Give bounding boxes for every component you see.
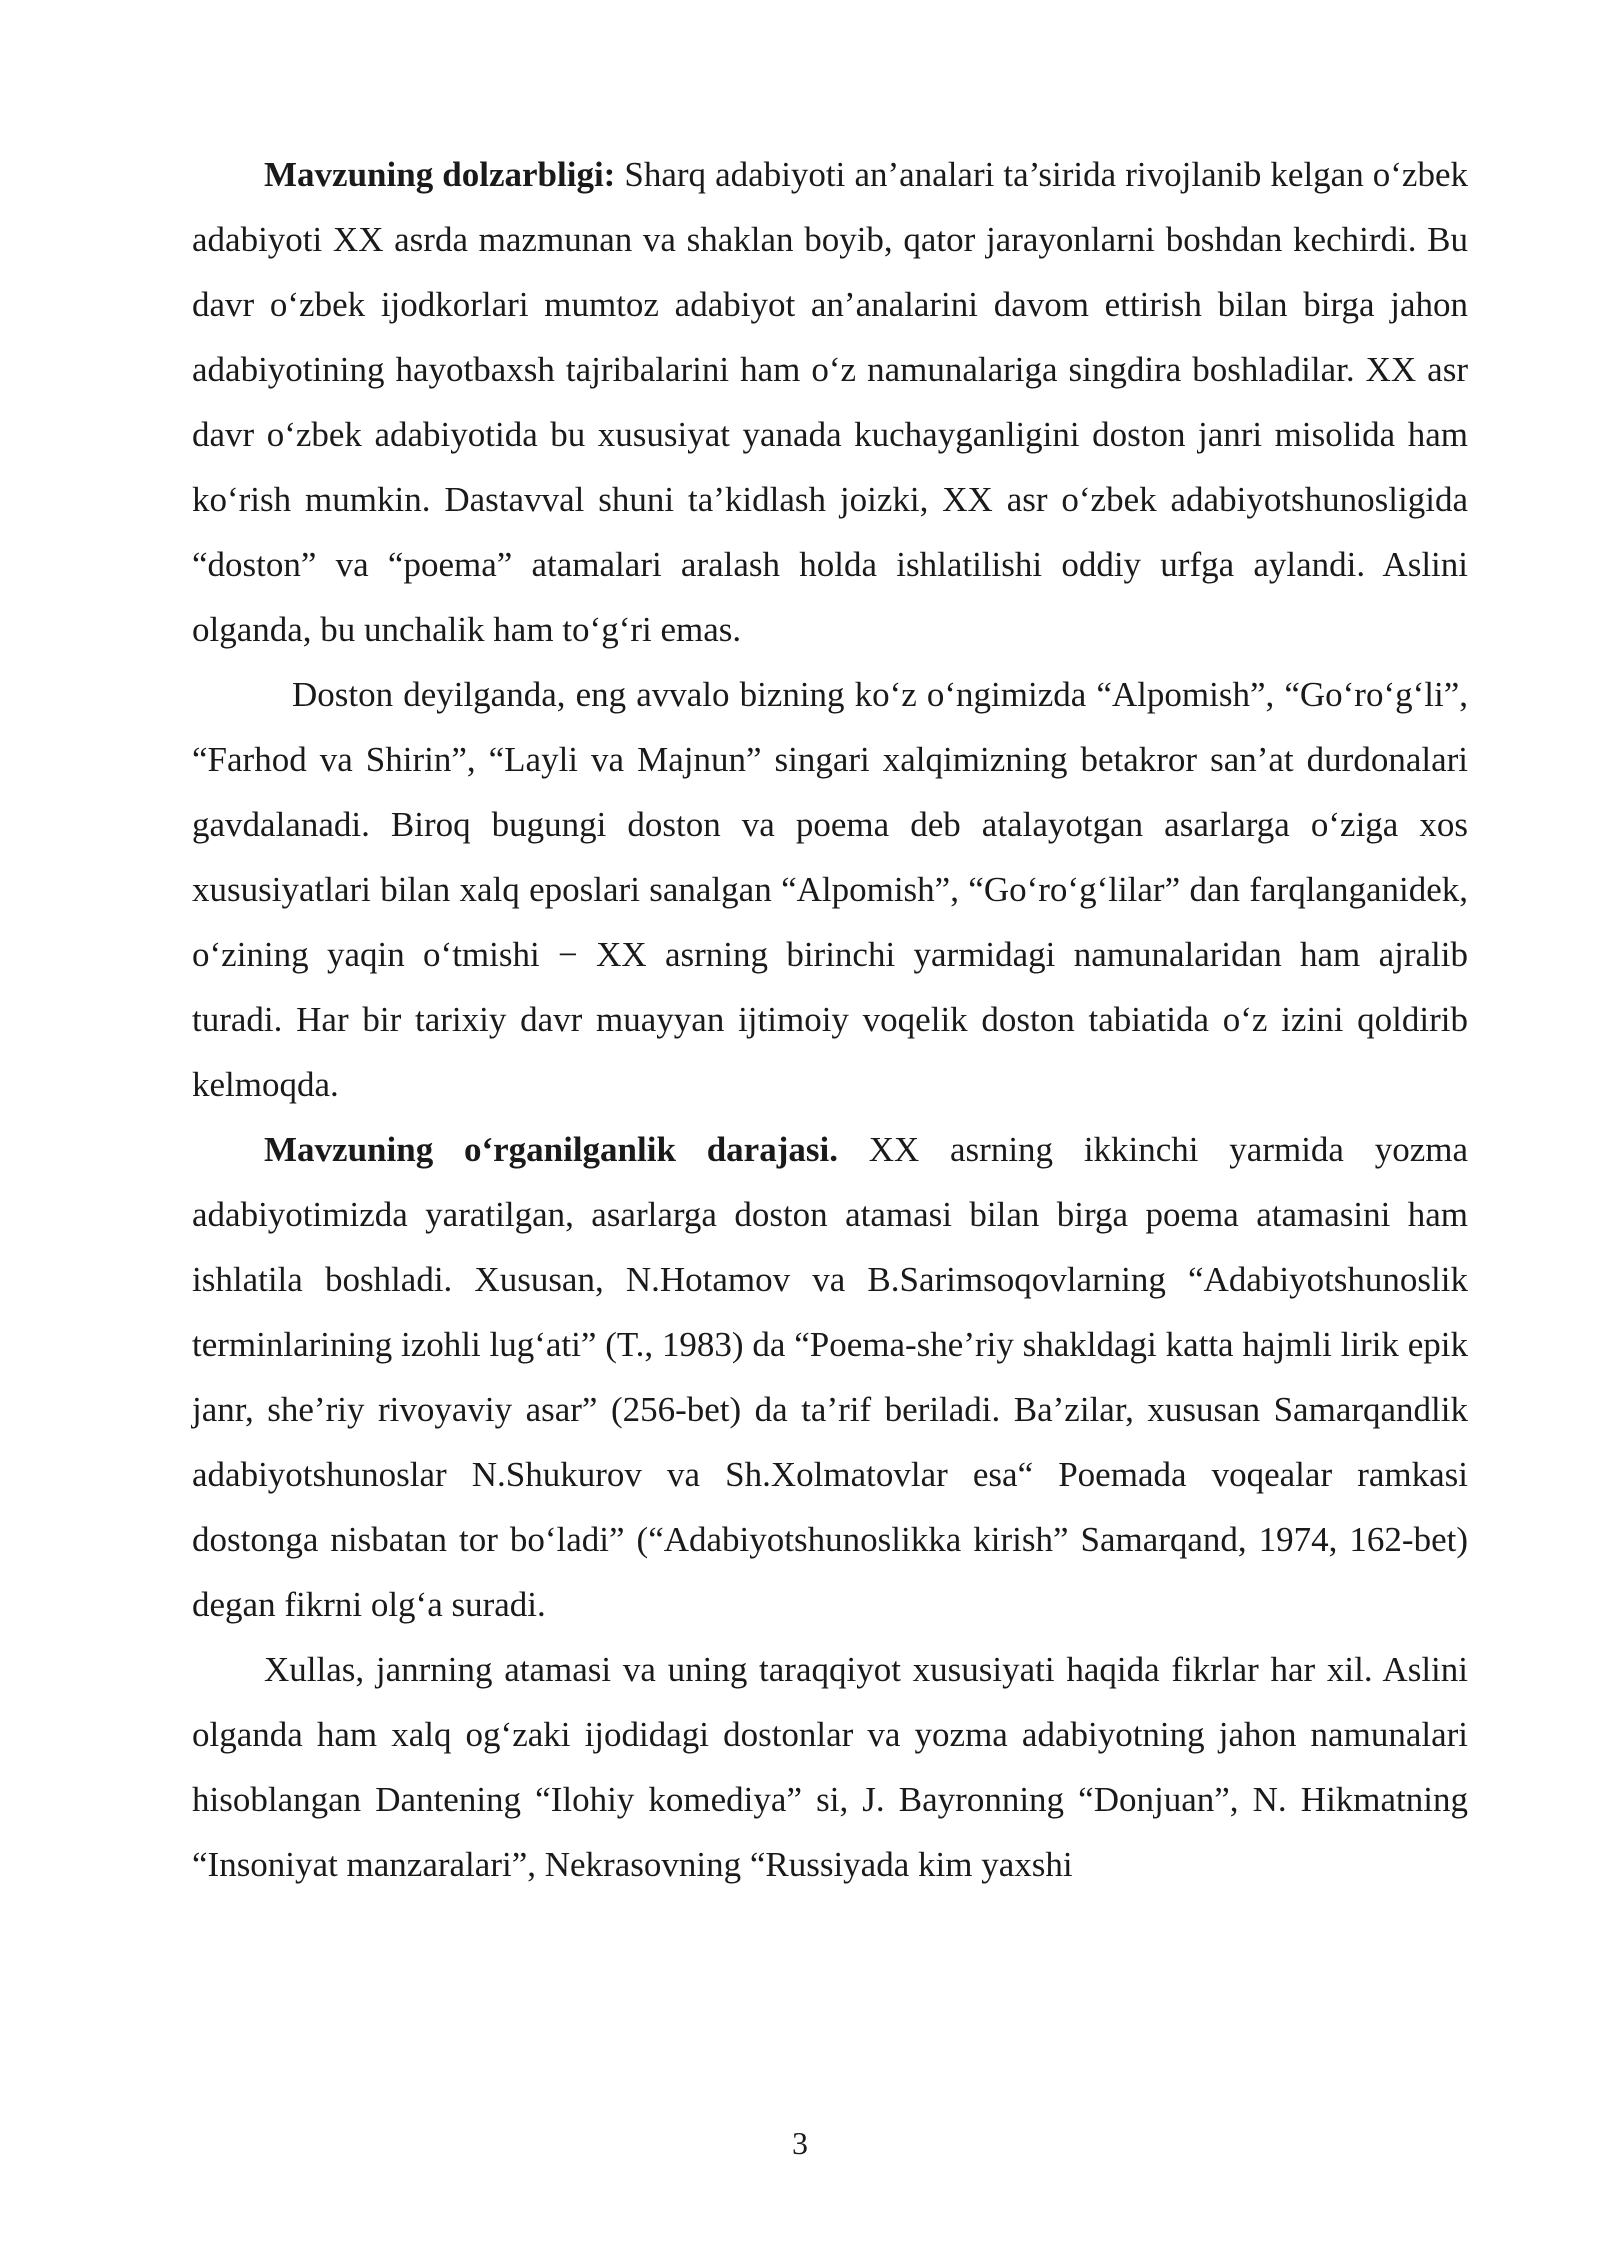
paragraph-doston-text: Doston deyilganda, eng avvalo bizning ko‘z o‘ngimizda “Alpomish”, “Go‘ro‘g‘li”, “Farhod va Shirin”, “Layli va Majnun” singari xalqimizning betakror san’at durdonalari gavdalanadi. Biroq bugungi doston va poema deb atalayotgan asarlarga o‘ziga xos xususiyatlari bilan xalq eposlari sanalgan “Alpomish”, “Go‘ro‘g‘lilar” dan farqlanganidek, o‘zining yaqin o‘tmishi − XX asrning birinchi yarmidagi namunalaridan ham ajralib turadi. Har bir tarixiy davr muayyan ijtimoiy voqelik doston tabiatida o‘z izini qoldirib kelmoqda. xyxy=(192,675,1468,1104)
document-body xyxy=(192,142,1468,1897)
heading-relevance: Mavzuning dolzarbligi: xyxy=(264,155,616,194)
paragraph-relevance-text: Sharq adabiyoti an’analari ta’sirida rivojlanib kelgan o‘zbek adabiyoti XX asrda mazmunan va shaklan boyib, qator jarayonlarni boshdan kechirdi. Bu davr o‘zbek ijodkorlari mumtoz adabiyot an’analarini davom ettirish bilan birga jahon adabiyotining hayotbaxsh tajribalarini ham o‘z namunalariga singdira boshladilar. XX asr davr o‘zbek adabiyotida bu xususiyat yanada kuchayganligini doston janri misolida ham ko‘rish mumkin. Dastavval shuni ta’kidlash joizki, XX asr o‘zbek adabiyotshunosligida “doston” va “poema” atamalari aralash holda ishlatilishi oddiy urfga aylandi. Aslini olganda, bu unchalik ham to‘g‘ri emas. xyxy=(192,155,1469,649)
paragraph-study-level-text: XX asrning ikkinchi yarmida yozma adabiyotimizda yaratilgan, asarlarga doston atamasi bilan birga poema atamasini ham ishlatila boshladi. Xususan, N.Hotamov va B.Sarimsoqovlarning “Adabiyotshunoslik terminlarining izohli lug‘ati” (T., 1983) da “Poema-she’riy shakldagi katta hajmli lirik epik janr, she’riy rivoyaviy asar” (256-bet) da ta’rif beriladi. Ba’zilar, xususan Samarqandlik adabiyotshunoslar N.Shukurov va Sh.Xolmatovlar esa“ Poemada voqealar ramkasi dostonga nisbatan tor bo‘ladi” (“Adabiyotshunoslikka kirish” Samarqand, 1974, 162-bet) degan fikrni olg‘a suradi. xyxy=(192,1130,1469,1624)
heading-study-level: Mavzuning o‘rganilganlik darajasi. xyxy=(264,1130,838,1169)
paragraph-summary xyxy=(192,1637,1468,1897)
paragraph-summary-text: Xullas, janrning atamasi va uning taraqqiyot xususiyati haqida fikrlar har xil. Aslini olganda ham xalq og‘zaki ijodidagi dostonlar va yozma adabiyotning jahon namunalari hisoblangan Dantening “Ilohiy komediya” si, J. Bayronning “Donjuan”, N. Hikmatning “Insoniyat manzaralari”, Nekrasovning “Russiyada kim yaxshi xyxy=(192,1650,1468,1884)
paragraph-study-level xyxy=(192,1117,1468,1637)
page-number: 3 xyxy=(792,2125,808,2161)
paragraph-relevance xyxy=(192,142,1468,662)
paragraph-doston xyxy=(192,662,1468,1117)
